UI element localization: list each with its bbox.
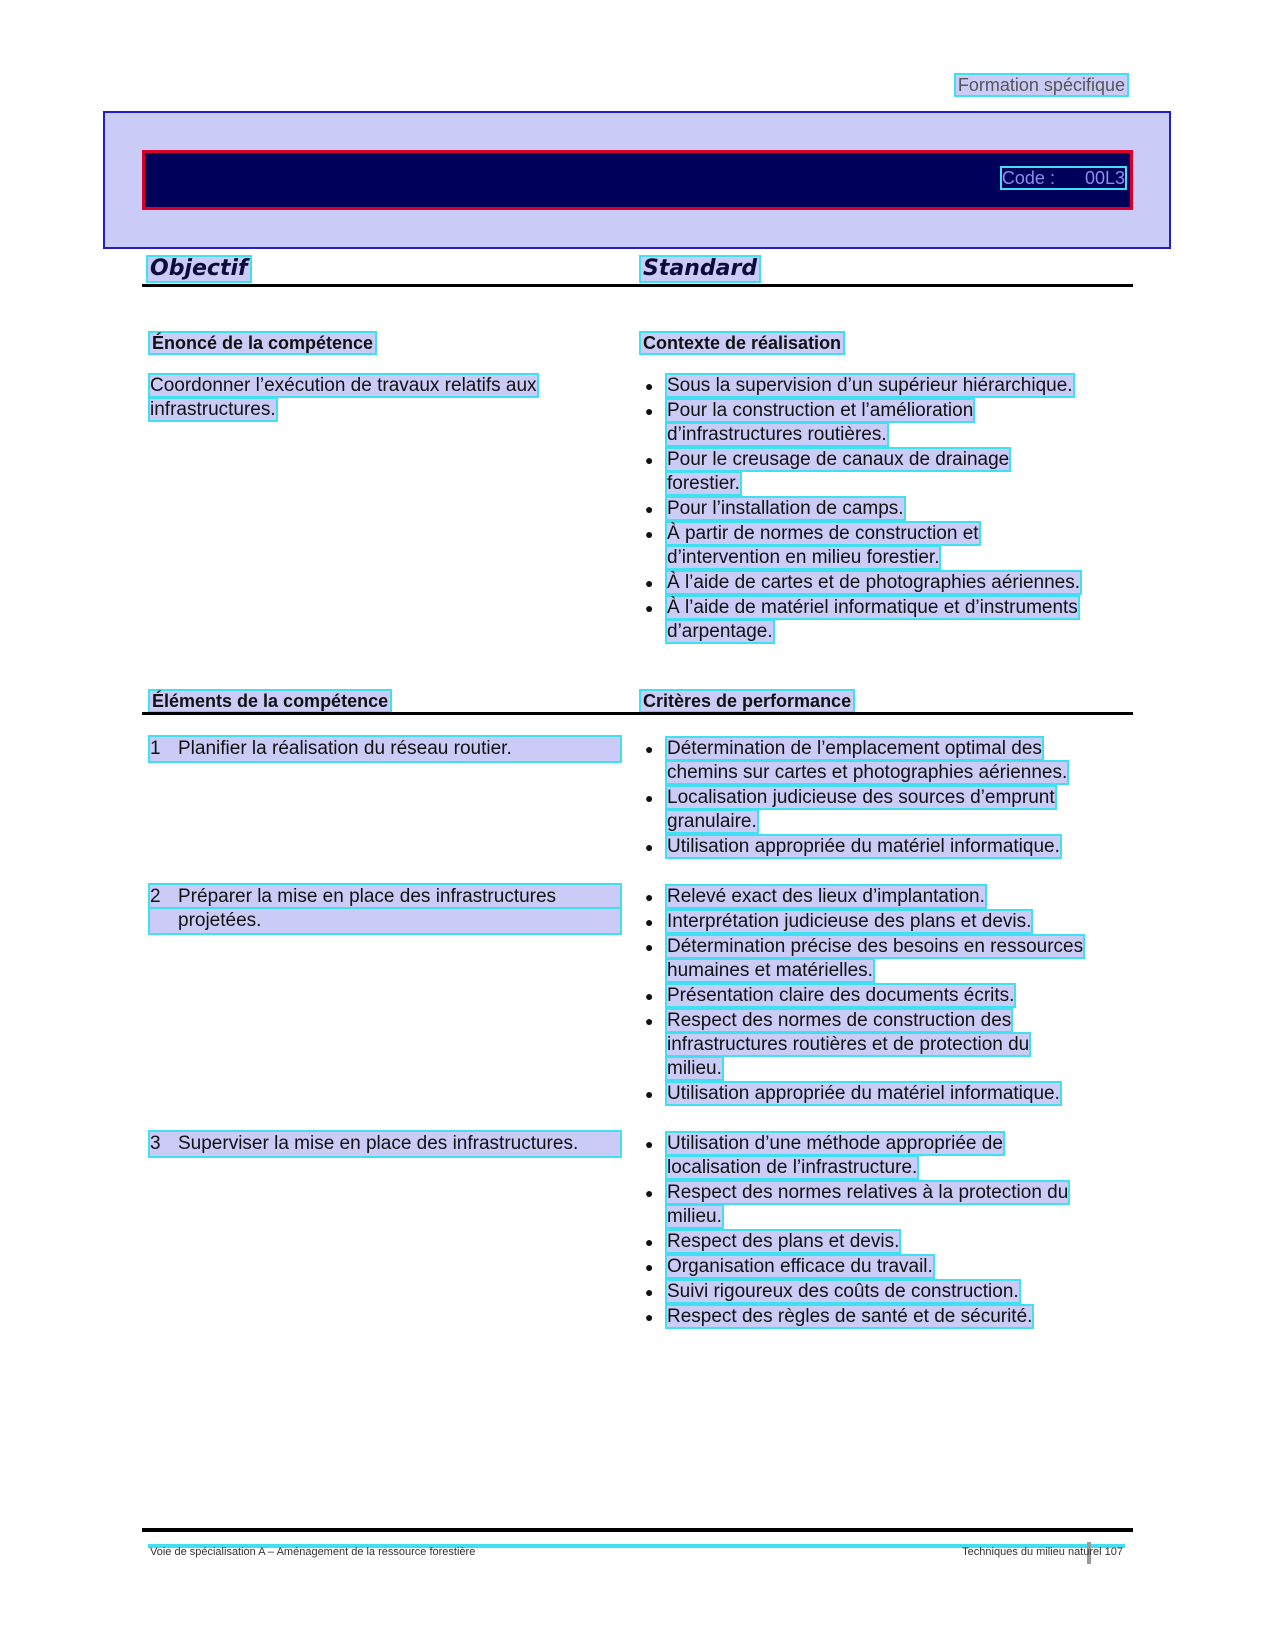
bullet-icon: ●: [645, 600, 654, 616]
bullet-icon: ●: [645, 1013, 654, 1029]
bullet-icon: ●: [645, 1185, 654, 1201]
criterion-text: À l’aide de matériel informatique et d’instruments: [667, 597, 1078, 618]
criterion-text: Organisation efficace du travail.: [667, 1256, 933, 1277]
column-heading-standard: Standard: [643, 256, 758, 281]
column-heading-objectif: Objectif: [150, 256, 248, 281]
criterion-text: Détermination précise des besoins en ressources: [667, 936, 1084, 957]
criterion-item: [643, 374, 1123, 398]
criterion-item: [643, 984, 1123, 1008]
criterion-text: Respect des règles de santé et de sécurité.: [667, 1306, 1033, 1327]
criterion-text: milieu.: [667, 1058, 722, 1079]
criteria-list-2: [643, 885, 1123, 1107]
competence-statement: [150, 374, 610, 422]
criterion-text: Sous la supervision d’un supérieur hiérarchique.: [667, 375, 1073, 396]
bullet-icon: ●: [645, 1136, 654, 1152]
competence-statement-line: infrastructures.: [150, 399, 276, 420]
element-3: [150, 1132, 620, 1156]
bullet-icon: ●: [645, 575, 654, 591]
criterion-item: [643, 910, 1123, 934]
criterion-item: [643, 448, 1123, 496]
element-number: 2: [150, 886, 161, 907]
criterion-item: [643, 786, 1123, 834]
bullet-icon: ●: [645, 939, 654, 955]
element-text: Préparer la mise en place des infrastructures: [178, 886, 557, 907]
criterion-text: localisation de l’infrastructure.: [667, 1157, 918, 1178]
criterion-item: [643, 1132, 1123, 1180]
criterion-text: Localisation judicieuse des sources d’emprunt: [667, 787, 1055, 808]
elements-heading-rule: [142, 712, 1133, 715]
criterion-text: granulaire.: [667, 811, 757, 832]
criteria-list-1: [643, 737, 1123, 860]
criterion-text: chemins sur cartes et photographies aériennes.: [667, 762, 1068, 783]
footer-right-text: Techniques du milieu naturel 107: [962, 1546, 1123, 1558]
bullet-icon: ●: [645, 1284, 654, 1300]
criterion-text: Utilisation d’une méthode appropriée de: [667, 1133, 1003, 1154]
criterion-item: [643, 596, 1123, 644]
criterion-item: [643, 522, 1123, 570]
criterion-text: Pour le creusage de canaux de drainage: [667, 449, 1010, 470]
criterion-text: Pour l’installation de camps.: [667, 498, 904, 519]
elements-heading: Éléments de la compétence: [152, 691, 389, 711]
criterion-text: milieu.: [667, 1206, 722, 1227]
context-list: [643, 374, 1123, 645]
competence-heading: Énoncé de la compétence: [152, 333, 374, 353]
footer-left-text: Voie de spécialisation A – Aménagement de la ressource forestière: [150, 1546, 476, 1558]
criterion-item: [643, 835, 1123, 859]
bullet-icon: ●: [645, 526, 654, 542]
bullet-icon: ●: [645, 741, 654, 757]
title-bar: [142, 150, 1133, 210]
criterion-text: Respect des plans et devis.: [667, 1231, 900, 1252]
criterion-text: Relevé exact des lieux d’implantation.: [667, 886, 985, 907]
element-number: 3: [150, 1133, 161, 1154]
criteria-list-3: [643, 1132, 1123, 1330]
criterion-text: Interprétation judicieuse des plans et devis.: [667, 911, 1032, 932]
criterion-text: d’infrastructures routières.: [667, 424, 887, 445]
bullet-icon: ●: [645, 452, 654, 468]
bullet-icon: ●: [645, 501, 654, 517]
element-number: 1: [150, 738, 161, 759]
criterion-item: [643, 885, 1123, 909]
criterion-text: Utilisation appropriée du matériel informatique.: [667, 1083, 1060, 1104]
criterion-text: À partir de normes de construction et: [667, 523, 979, 544]
criterion-item: [643, 1305, 1123, 1329]
criterion-text: forestier.: [667, 473, 740, 494]
criterion-item: [643, 1230, 1123, 1254]
criterion-item: [643, 737, 1123, 785]
bullet-icon: ●: [645, 889, 654, 905]
context-heading: Contexte de réalisation: [643, 333, 842, 353]
criterion-text: Suivi rigoureux des coûts de construction.: [667, 1281, 1019, 1302]
criterion-text: d’arpentage.: [667, 621, 773, 642]
criterion-item: [643, 1255, 1123, 1279]
element-2: [150, 885, 620, 933]
bullet-icon: ●: [645, 914, 654, 930]
column-heading-rule: [142, 284, 1133, 287]
criterion-item: [643, 1280, 1123, 1304]
top-label: Formation spécifique: [957, 75, 1125, 95]
bullet-icon: ●: [645, 1086, 654, 1102]
bullet-icon: ●: [645, 839, 654, 855]
code-label: Code : 00L3: [1001, 168, 1125, 188]
bullet-icon: ●: [645, 1259, 654, 1275]
competence-statement-line: Coordonner l’exécution de travaux relatifs aux: [150, 375, 537, 396]
criterion-text: Respect des normes de construction des: [667, 1010, 1012, 1031]
criterion-item: [643, 1082, 1123, 1106]
criteria-heading: Critères de performance: [643, 691, 852, 711]
criterion-text: infrastructures routières et de protection du: [667, 1034, 1030, 1055]
criterion-item: [643, 935, 1123, 983]
criterion-item: [643, 1181, 1123, 1229]
criterion-text: À l’aide de cartes et de photographies aériennes.: [667, 572, 1080, 593]
criterion-text: Détermination de l’emplacement optimal des: [667, 738, 1042, 759]
criterion-text: Respect des normes relatives à la protection du: [667, 1182, 1069, 1203]
element-text: Superviser la mise en place des infrastructures.: [178, 1133, 579, 1154]
element-text: projetées.: [150, 909, 620, 933]
bullet-icon: ●: [645, 1234, 654, 1250]
element-1: [150, 737, 620, 761]
footer-rule: [142, 1528, 1133, 1532]
criterion-item: [643, 1009, 1123, 1081]
bullet-icon: ●: [645, 1309, 654, 1325]
criterion-item: [643, 571, 1123, 595]
criterion-text: d’intervention en milieu forestier.: [667, 547, 940, 568]
bullet-icon: ●: [645, 403, 654, 419]
bullet-icon: ●: [645, 790, 654, 806]
element-text: Planifier la réalisation du réseau routier.: [178, 738, 512, 759]
criterion-item: [643, 497, 1123, 521]
bullet-icon: ●: [645, 378, 654, 394]
criterion-text: Pour la construction et l’amélioration: [667, 400, 974, 421]
criterion-text: Utilisation appropriée du matériel informatique.: [667, 836, 1060, 857]
criterion-text: humaines et matérielles.: [667, 960, 873, 981]
bullet-icon: ●: [645, 988, 654, 1004]
criterion-item: [643, 399, 1123, 447]
criterion-text: Présentation claire des documents écrits.: [667, 985, 1015, 1006]
